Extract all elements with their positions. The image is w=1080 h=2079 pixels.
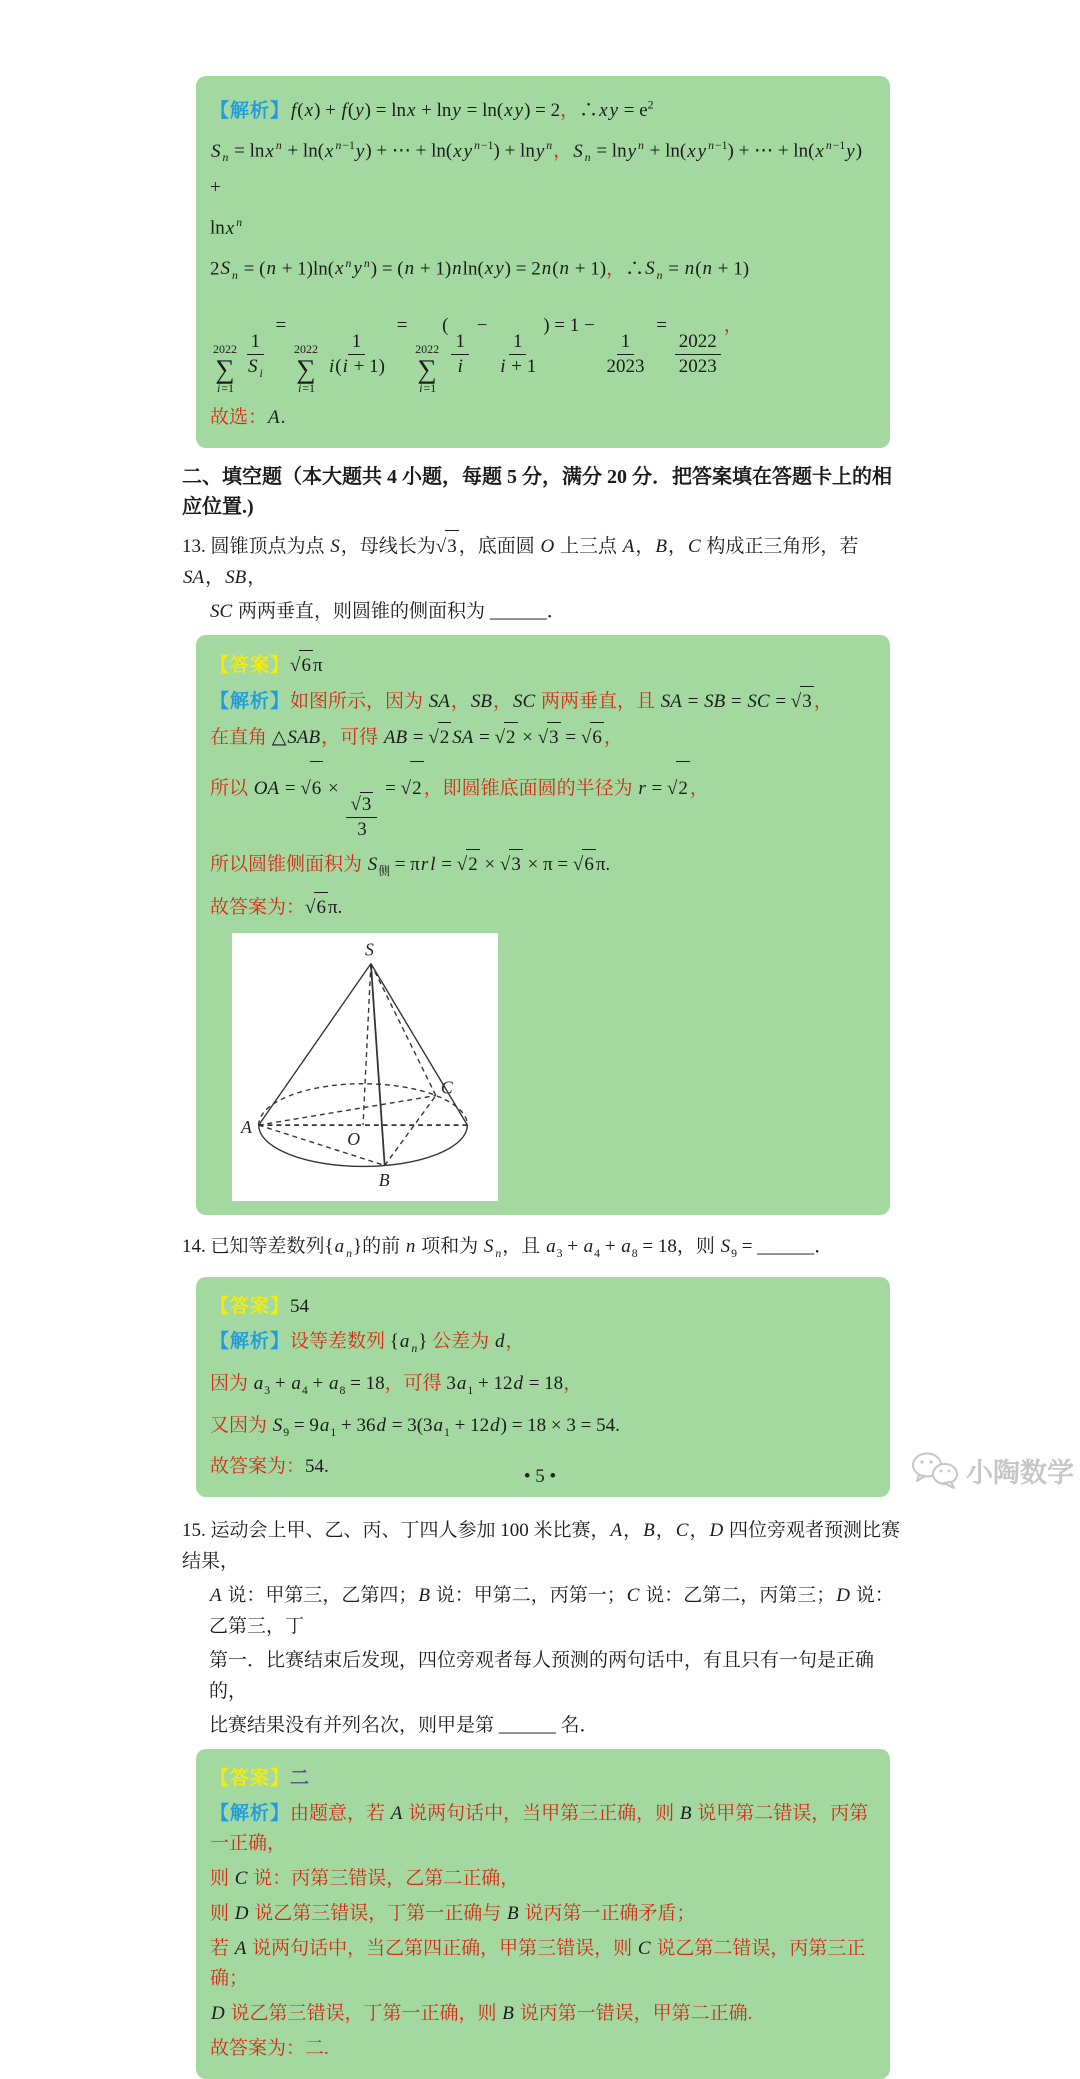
formula-line [210, 91, 876, 126]
conclusion-line: 故选：A. [210, 406, 286, 428]
stem-line: SC 两两垂直，则圆锥的侧面积为 ______． [210, 600, 566, 622]
solution-box-q12 [196, 76, 890, 448]
analysis-line: 若 A 说两句话中，当乙第四正确，甲第三错误，则 C 说乙第二错误，丙第三正确； [210, 1938, 866, 1990]
solution-box-q13 [196, 635, 890, 1215]
stem-line: 13. 圆锥顶点为点 S，母线长为√3 ，底面圆 O 上三点 A，B，C 构成正三角形，若 SA，SB， [182, 530, 904, 593]
formula-line-summation: 2022 ∑ i=1 $\frac{1}{S _i}$ = 2022 ∑ i=1 $\frac{1}{i(i + 1)}$ = 2022 ∑ i=1 ( $\frac{1}{i}$ − $\frac{1}{i + 1}$ ) = 1 − $\frac{1}{2023}$ = $\frac{2022}{2023}$ ， [213, 314, 743, 395]
answer-label: 【答案】 [210, 1768, 291, 1790]
formula-line: 2S $_n$ = (n + 1)ln(x $^n$ y $^n$) = (n + 1)nln(x y) = 2n(n + 1)，∴S $_n$ = n(n + 1) [210, 256, 750, 282]
answer-line [210, 650, 876, 681]
wechat-icon [909, 1450, 963, 1490]
answer-line [210, 1764, 876, 1794]
analysis-line: 故答案为：二. [210, 2038, 329, 2060]
figure-label-a: A [240, 1117, 252, 1138]
formula: f(x) + f(y) = lnx + lny = ln(x y) = 2，∴x $y = e^2$ [291, 99, 654, 122]
answer-value: 二 [290, 1768, 310, 1790]
answer-label: 【答案】 [210, 1295, 291, 1317]
analysis-line: 故答案为：54. [210, 1456, 329, 1478]
answer-value: √6 π [290, 655, 323, 676]
formula: 如图所示，因为 SA，SB，SC 两两垂直，且 SA = SB = SC = √3 ， [290, 691, 833, 712]
analysis-line [210, 686, 876, 717]
page-number: • 5 • [523, 1466, 557, 1487]
figure-label-o: O [347, 1128, 361, 1149]
answer-label: 【答案】 [210, 654, 291, 676]
stem-line: 15. 运动会上甲、乙、丙、丁四人参加 100 米比赛，A，B，C，D 四位旁观者预测比赛结果， [182, 1520, 900, 1573]
stem-line: 比赛结果没有并列名次，则甲是第 ______ 名． [209, 1715, 599, 1737]
stem-line: 14. 已知等差数列{a $_n$}的前 n 项和为 S $_n$，且 $a_3 + a_4 + a_8 = 18$，则 $S_9$ = ______． [182, 1236, 834, 1260]
formula: 由题意，若 A 说两句话中，当甲第三正确，则 B 说甲第二错误，丙第一正确， [210, 1803, 869, 1855]
question-14-stem [182, 1231, 904, 1269]
question-13-stem [182, 530, 904, 627]
content-column [180, 76, 904, 2079]
analysis-line [210, 1327, 876, 1364]
analysis-label: 【解析】 [210, 100, 291, 122]
analysis-line: 则 C 说：丙第三错误，乙第二正确， [210, 1868, 520, 1890]
figure-label-s: S [365, 939, 374, 960]
answer-line [210, 1292, 876, 1322]
stem-line: A 说：甲第三，乙第四；B 说：甲第二，丙第一；C 说：乙第二，丙第三；D 说：乙第三，丁 [209, 1585, 894, 1638]
analysis-line: 所以 OA = √6 × $\frac{√3}{3}$ = √2 ，即圆锥底面圆的半径为 r = √2 ， [210, 761, 876, 842]
solution-box-q15 [196, 1749, 890, 2079]
analysis-line: D 说乙第三错误，丁第一正确，则 B 说丙第一错误，甲第二正确. [211, 2003, 753, 2025]
cone-figure [237, 938, 493, 1196]
figure-label-b: B [378, 1170, 390, 1191]
formula-line: lnx $^n$ [210, 216, 243, 239]
answer-value: 54 [290, 1295, 310, 1317]
watermark-text: 小陶数学 [966, 1457, 1074, 1488]
analysis-line: 又因为 $S_9 = 9a_1 + 36d = 3(3a_1 + 12d) = 18 \times 3 = 54$. [210, 1414, 620, 1439]
analysis-line [210, 1799, 876, 1859]
formula-line: S $_n$ = lnx $^n$ + ln(x $^{n-1}$y) + ⋯ + ln(x y $^{n-1}$) + lny $^n$，S $_n$ = lny $^n$ + ln(x y $^{n-1}$) + ⋯ + ln(x $^{n-1}$y) + [210, 139, 863, 199]
analysis-line: 因为 $a_3 + a_4 + a_8 = 18$，可得 $3a_1 + 12d = 18$， [210, 1372, 583, 1397]
section-title: 二、填空题（本大题共 4 小题，每题 5 分，满分 20 分．把答案填在答题卡上的相应位置.) [182, 465, 892, 518]
analysis-line: 故答案为：√6 π. [210, 892, 876, 923]
solution-box-q14 [196, 1277, 890, 1497]
watermark [909, 1450, 1074, 1490]
formula: 设等差数列 {a $_n$} 公差为 d， [290, 1330, 525, 1355]
analysis-line: 则 D 说乙第三错误，丁第一正确与 B 说丙第一正确矛盾； [210, 1903, 696, 1925]
analysis-label: 【解析】 [210, 1803, 291, 1825]
figure-label-c: C [440, 1077, 453, 1098]
question-15-stem [182, 1515, 904, 1741]
stem-line: 第一．比赛结束后发现，四位旁观者每人预测的两句话中，有且只有一句是正确的， [209, 1650, 875, 1703]
analysis-label: 【解析】 [210, 690, 291, 712]
analysis-label: 【解析】 [210, 1330, 291, 1352]
analysis-line: 所以圆锥侧面积为 $S_侧 = \pi r$ l = √2 × √3 × π = √6 π. [210, 849, 876, 887]
analysis-line: 在直角 △SAB，可得 AB = √2 SA = √2 × √3 = √6 ， [210, 722, 876, 753]
cone-figure-panel [232, 933, 498, 1201]
